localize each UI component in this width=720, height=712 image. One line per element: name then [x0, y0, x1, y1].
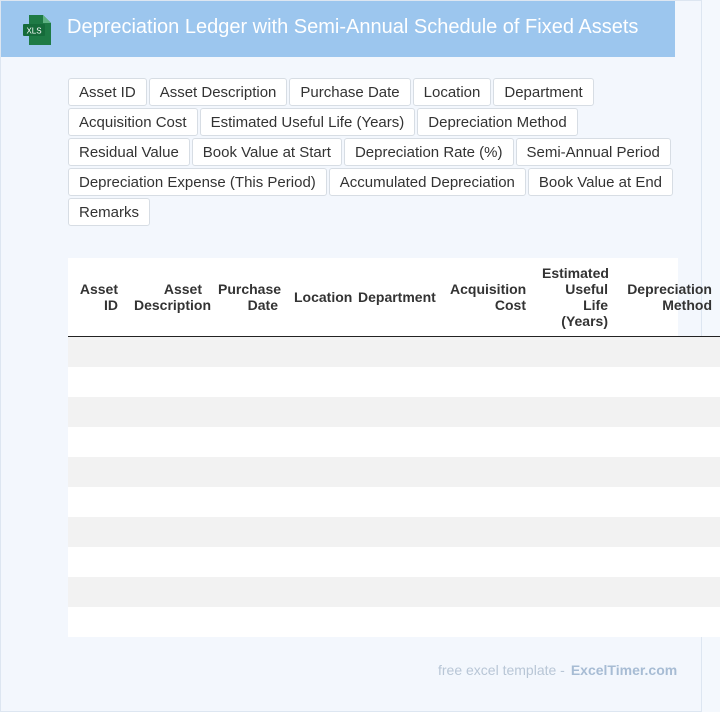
column-header[interactable]: Location — [286, 258, 350, 336]
table-cell[interactable] — [616, 607, 720, 637]
field-chip[interactable]: Depreciation Expense (This Period) — [68, 168, 327, 196]
field-chip[interactable]: Remarks — [68, 198, 150, 226]
ledger-table-container[interactable] — [68, 258, 712, 636]
table-header-row — [68, 258, 720, 336]
table-cell[interactable] — [210, 577, 286, 607]
table-cell[interactable] — [442, 367, 534, 397]
table-cell[interactable] — [126, 607, 210, 637]
table-cell[interactable] — [442, 517, 534, 547]
table-cell[interactable] — [126, 577, 210, 607]
footer-brand-link[interactable]: ExcelTimer.com — [570, 662, 678, 678]
table-cell[interactable] — [534, 517, 616, 547]
table-cell[interactable] — [616, 397, 720, 427]
table-cell[interactable] — [286, 487, 350, 517]
table-cell[interactable] — [350, 487, 442, 517]
table-cell[interactable] — [286, 367, 350, 397]
table-cell[interactable] — [126, 397, 210, 427]
table-row — [68, 427, 720, 457]
field-chip[interactable]: Purchase Date — [289, 78, 410, 106]
table-cell[interactable] — [616, 577, 720, 607]
table-cell[interactable] — [68, 607, 126, 637]
table-row — [68, 547, 720, 577]
table-row — [68, 457, 720, 487]
table-cell[interactable] — [286, 577, 350, 607]
table-cell[interactable] — [286, 397, 350, 427]
table-cell[interactable] — [126, 487, 210, 517]
table-cell[interactable] — [350, 577, 442, 607]
table-cell[interactable] — [442, 577, 534, 607]
table-cell[interactable] — [350, 607, 442, 637]
table-cell[interactable] — [210, 367, 286, 397]
table-cell[interactable] — [534, 336, 616, 367]
table-cell[interactable] — [616, 547, 720, 577]
column-header[interactable]: Department — [350, 258, 442, 336]
table-cell[interactable] — [350, 457, 442, 487]
table-cell[interactable] — [442, 607, 534, 637]
field-chip[interactable]: Book Value at End — [528, 168, 673, 196]
column-header[interactable]: Asset ID — [68, 258, 126, 336]
table-cell[interactable] — [126, 427, 210, 457]
table-cell[interactable] — [210, 487, 286, 517]
field-chip[interactable]: Asset Description — [149, 78, 288, 106]
table-cell[interactable] — [350, 397, 442, 427]
table-cell[interactable] — [286, 336, 350, 367]
table-cell[interactable] — [126, 547, 210, 577]
table-row — [68, 607, 720, 637]
footer — [438, 662, 677, 678]
table-cell[interactable] — [126, 457, 210, 487]
table-cell[interactable] — [286, 607, 350, 637]
table-cell[interactable] — [616, 517, 720, 547]
table-row — [68, 487, 720, 517]
column-header[interactable]: Asset Description — [126, 258, 210, 336]
table-cell[interactable] — [534, 427, 616, 457]
table-cell[interactable] — [350, 367, 442, 397]
table-cell[interactable] — [534, 487, 616, 517]
table-cell[interactable] — [68, 577, 126, 607]
table-cell[interactable] — [616, 336, 720, 367]
field-chip[interactable]: Department — [493, 78, 593, 106]
table-cell[interactable] — [350, 517, 442, 547]
table-cell[interactable] — [286, 547, 350, 577]
table-cell[interactable] — [68, 457, 126, 487]
table-cell[interactable] — [210, 457, 286, 487]
table-cell[interactable] — [442, 397, 534, 427]
table-cell[interactable] — [210, 336, 286, 367]
table-cell[interactable] — [534, 547, 616, 577]
table-cell[interactable] — [350, 336, 442, 367]
field-chip[interactable]: Acquisition Cost — [68, 108, 198, 136]
footer-text: free excel template - — [438, 662, 565, 678]
table-cell[interactable] — [442, 427, 534, 457]
field-chip[interactable]: Asset ID — [68, 78, 147, 106]
column-header[interactable]: Purchase Date — [210, 258, 286, 336]
table-row — [68, 397, 720, 427]
column-header[interactable]: Acquisition Cost — [442, 258, 534, 336]
table-cell[interactable] — [442, 547, 534, 577]
table-cell[interactable] — [68, 487, 126, 517]
excel-file-icon — [23, 15, 51, 45]
table-cell[interactable] — [68, 427, 126, 457]
table-cell[interactable] — [210, 607, 286, 637]
table-row — [68, 367, 720, 397]
table-row — [68, 517, 720, 547]
table-cell[interactable] — [68, 397, 126, 427]
table-cell[interactable] — [442, 336, 534, 367]
table-cell[interactable] — [534, 457, 616, 487]
table-cell[interactable] — [534, 607, 616, 637]
table-cell[interactable] — [210, 547, 286, 577]
table-cell[interactable] — [68, 517, 126, 547]
field-chip[interactable]: Semi-Annual Period — [516, 138, 671, 166]
field-chip[interactable]: Book Value at Start — [192, 138, 342, 166]
field-chip[interactable]: Residual Value — [68, 138, 190, 166]
table-cell[interactable] — [534, 577, 616, 607]
title-bar — [1, 1, 675, 57]
table-cell[interactable] — [210, 397, 286, 427]
field-chip[interactable]: Depreciation Method — [417, 108, 577, 136]
table-cell[interactable] — [126, 517, 210, 547]
table-cell[interactable] — [616, 367, 720, 397]
table-cell[interactable] — [286, 427, 350, 457]
page-title: Depreciation Ledger with Semi-Annual Schedule of Fixed Assets — [67, 16, 639, 38]
table-cell[interactable] — [350, 547, 442, 577]
icon-label: XLS — [26, 26, 42, 36]
table-cell[interactable] — [286, 457, 350, 487]
column-header[interactable]: Depreciation Method — [616, 258, 720, 336]
table-cell[interactable] — [350, 427, 442, 457]
table-cell[interactable] — [534, 397, 616, 427]
table-cell[interactable] — [616, 487, 720, 517]
field-chip[interactable]: Depreciation Rate (%) — [344, 138, 514, 166]
field-chip[interactable]: Accumulated Depreciation — [329, 168, 526, 196]
table-cell[interactable] — [68, 547, 126, 577]
table-row — [68, 336, 720, 367]
table-cell[interactable] — [126, 367, 210, 397]
ledger-table — [68, 258, 720, 637]
table-cell[interactable] — [126, 336, 210, 367]
table-cell[interactable] — [534, 367, 616, 397]
table-cell[interactable] — [68, 336, 126, 367]
column-header[interactable]: Estimated Useful Life (Years) — [534, 258, 616, 336]
table-cell[interactable] — [616, 427, 720, 457]
table-row — [68, 577, 720, 607]
field-chip-list — [68, 78, 680, 226]
field-chip[interactable]: Estimated Useful Life (Years) — [200, 108, 416, 136]
table-cell[interactable] — [210, 427, 286, 457]
table-cell[interactable] — [442, 457, 534, 487]
table-cell[interactable] — [286, 517, 350, 547]
table-cell[interactable] — [210, 517, 286, 547]
table-cell[interactable] — [442, 487, 534, 517]
field-chip[interactable]: Location — [413, 78, 492, 106]
table-cell[interactable] — [68, 367, 126, 397]
table-cell[interactable] — [616, 457, 720, 487]
